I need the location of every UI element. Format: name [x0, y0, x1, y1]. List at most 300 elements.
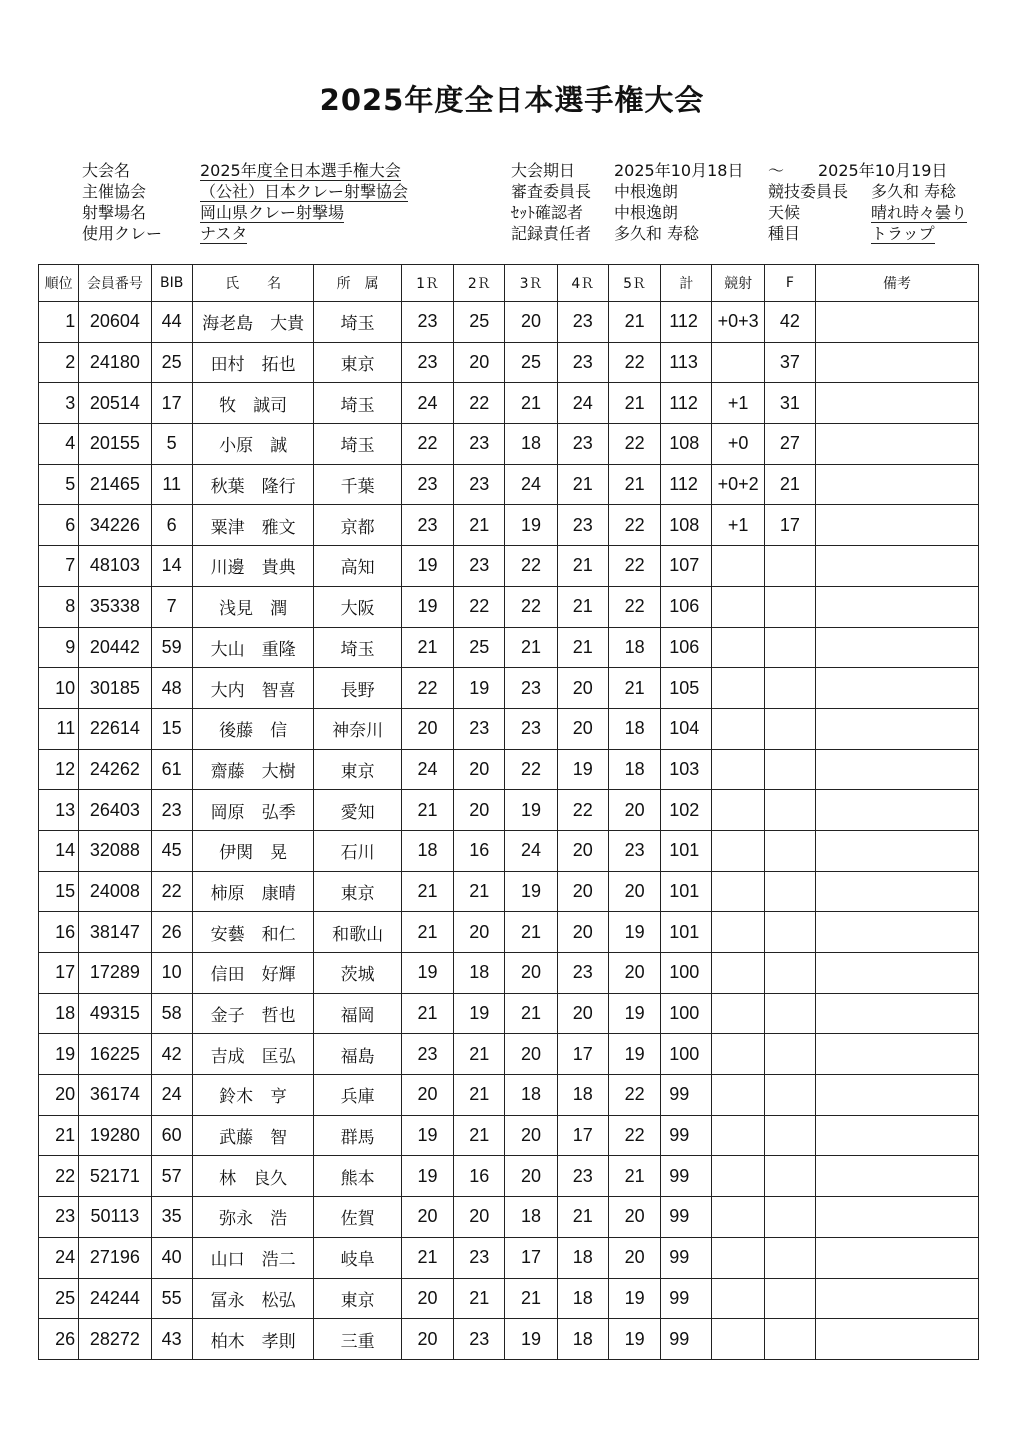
- r4-cell: 23: [557, 953, 608, 994]
- r2-cell: 23: [454, 1319, 505, 1360]
- remarks-cell: [816, 790, 979, 831]
- total-cell: 107: [661, 546, 712, 587]
- r4-cell: 20: [557, 871, 608, 912]
- r4-cell: 20: [557, 912, 608, 953]
- r1-cell: 23: [401, 342, 453, 383]
- rank-cell: 15: [39, 871, 79, 912]
- total-cell: 112: [661, 383, 712, 424]
- r1-cell: 19: [401, 1156, 453, 1197]
- rank-cell: 20: [39, 1075, 79, 1116]
- total-cell: 100: [661, 993, 712, 1034]
- final-cell: 31: [764, 383, 815, 424]
- name-cell: 弥永 浩: [192, 1197, 314, 1238]
- name-cell: 柏木 孝則: [192, 1319, 314, 1360]
- r2-cell: 25: [454, 302, 505, 343]
- meta-value: 2025年度全日本選手権大会: [200, 161, 401, 180]
- final-cell: [764, 1075, 815, 1116]
- rank-cell: 7: [39, 546, 79, 587]
- total-cell: 99: [661, 1156, 712, 1197]
- name-cell: 鈴木 亨: [192, 1075, 314, 1116]
- table-row: [39, 505, 979, 546]
- table-row: [39, 1319, 979, 1360]
- total-cell: 103: [661, 749, 712, 790]
- remarks-cell: [816, 912, 979, 953]
- name-cell: 冨永 松弘: [192, 1278, 314, 1319]
- remarks-cell: [816, 668, 979, 709]
- col-header-r3: 3Ｒ: [505, 265, 557, 302]
- member-no-cell: 27196: [79, 1237, 151, 1278]
- rank-cell: 16: [39, 912, 79, 953]
- r5-cell: 22: [608, 424, 660, 465]
- remarks-cell: [816, 546, 979, 587]
- r4-cell: 19: [557, 749, 608, 790]
- shootoff-cell: +0+2: [712, 464, 764, 505]
- total-cell: 101: [661, 830, 712, 871]
- shootoff-cell: +0: [712, 424, 764, 465]
- remarks-cell: [816, 464, 979, 505]
- r3-cell: 21: [505, 1278, 557, 1319]
- r5-cell: 19: [608, 1278, 660, 1319]
- member-no-cell: 21465: [79, 464, 151, 505]
- member-no-cell: 28272: [79, 1319, 151, 1360]
- meta-value: 多久和 寿稔: [614, 224, 700, 243]
- table-row: [39, 464, 979, 505]
- table-row: [39, 749, 979, 790]
- col-header-r5: 5Ｒ: [608, 265, 660, 302]
- name-cell: 後藤 信: [192, 708, 314, 749]
- name-cell: 林 良久: [192, 1156, 314, 1197]
- member-no-cell: 24180: [79, 342, 151, 383]
- r3-cell: 22: [505, 546, 557, 587]
- r5-cell: 20: [608, 1237, 660, 1278]
- r5-cell: 19: [608, 993, 660, 1034]
- final-cell: 21: [764, 464, 815, 505]
- r2-cell: 21: [454, 1278, 505, 1319]
- table-row: [39, 424, 979, 465]
- r4-cell: 20: [557, 993, 608, 1034]
- r3-cell: 21: [505, 383, 557, 424]
- club-cell: 埼玉: [314, 383, 401, 424]
- bib-cell: 55: [151, 1278, 192, 1319]
- meta-label: 使用クレー: [82, 224, 163, 243]
- club-cell: 福島: [314, 1034, 401, 1075]
- r1-cell: 23: [401, 464, 453, 505]
- meta-value: トラップ: [871, 224, 935, 243]
- r5-cell: 23: [608, 830, 660, 871]
- final-cell: [764, 1115, 815, 1156]
- rank-cell: 11: [39, 708, 79, 749]
- r4-cell: 23: [557, 302, 608, 343]
- meta-label: 天候: [768, 203, 801, 222]
- club-cell: 東京: [314, 871, 401, 912]
- member-no-cell: 20514: [79, 383, 151, 424]
- remarks-cell: [816, 1115, 979, 1156]
- meta-value: 2025年10月18日: [614, 161, 744, 180]
- table-row: [39, 1115, 979, 1156]
- rank-cell: 13: [39, 790, 79, 831]
- shootoff-cell: [712, 993, 764, 1034]
- meta-label: 大会名: [82, 161, 131, 180]
- total-cell: 99: [661, 1278, 712, 1319]
- r2-cell: 23: [454, 1237, 505, 1278]
- remarks-cell: [816, 993, 979, 1034]
- remarks-cell: [816, 342, 979, 383]
- total-cell: 100: [661, 953, 712, 994]
- r4-cell: 18: [557, 1075, 608, 1116]
- table-row: [39, 871, 979, 912]
- shootoff-cell: [712, 790, 764, 831]
- member-no-cell: 24244: [79, 1278, 151, 1319]
- name-cell: 大山 重隆: [192, 627, 314, 668]
- remarks-cell: [816, 749, 979, 790]
- club-cell: 群馬: [314, 1115, 401, 1156]
- final-cell: [764, 912, 815, 953]
- r5-cell: 22: [608, 586, 660, 627]
- r3-cell: 20: [505, 953, 557, 994]
- r3-cell: 20: [505, 1156, 557, 1197]
- bib-cell: 25: [151, 342, 192, 383]
- r2-cell: 20: [454, 1197, 505, 1238]
- remarks-cell: [816, 586, 979, 627]
- meta-value: 中根逸朗: [614, 203, 679, 222]
- r4-cell: 20: [557, 668, 608, 709]
- r2-cell: 23: [454, 708, 505, 749]
- rank-cell: 26: [39, 1319, 79, 1360]
- bib-cell: 11: [151, 464, 192, 505]
- member-no-cell: 17289: [79, 953, 151, 994]
- member-no-cell: 48103: [79, 546, 151, 587]
- r2-cell: 21: [454, 505, 505, 546]
- member-no-cell: 36174: [79, 1075, 151, 1116]
- remarks-cell: [816, 1034, 979, 1075]
- r2-cell: 20: [454, 342, 505, 383]
- total-cell: 99: [661, 1115, 712, 1156]
- final-cell: [764, 1034, 815, 1075]
- r2-cell: 25: [454, 627, 505, 668]
- r5-cell: 18: [608, 627, 660, 668]
- bib-cell: 7: [151, 586, 192, 627]
- name-cell: 小原 誠: [192, 424, 314, 465]
- club-cell: 高知: [314, 546, 401, 587]
- remarks-cell: [816, 627, 979, 668]
- name-cell: 粟津 雅文: [192, 505, 314, 546]
- shootoff-cell: [712, 1075, 764, 1116]
- table-row: [39, 1075, 979, 1116]
- col-header-r2: 2Ｒ: [454, 265, 505, 302]
- bib-cell: 61: [151, 749, 192, 790]
- r5-cell: 22: [608, 546, 660, 587]
- member-no-cell: 20604: [79, 302, 151, 343]
- club-cell: 兵庫: [314, 1075, 401, 1116]
- member-no-cell: 26403: [79, 790, 151, 831]
- final-cell: [764, 1237, 815, 1278]
- rank-cell: 10: [39, 668, 79, 709]
- r5-cell: 21: [608, 464, 660, 505]
- r5-cell: 21: [608, 302, 660, 343]
- rank-cell: 9: [39, 627, 79, 668]
- shootoff-cell: [712, 1115, 764, 1156]
- final-cell: [764, 627, 815, 668]
- table-row: [39, 790, 979, 831]
- final-cell: [764, 1278, 815, 1319]
- meta-label: 競技委員長: [768, 182, 849, 201]
- bib-cell: 26: [151, 912, 192, 953]
- r5-cell: 22: [608, 1075, 660, 1116]
- col-header-name: 氏 名: [192, 265, 314, 302]
- final-cell: [764, 546, 815, 587]
- club-cell: 神奈川: [314, 708, 401, 749]
- bib-cell: 59: [151, 627, 192, 668]
- col-header-shootoff: 競射: [712, 265, 764, 302]
- table-row: [39, 1034, 979, 1075]
- r3-cell: 25: [505, 342, 557, 383]
- final-cell: [764, 668, 815, 709]
- bib-cell: 14: [151, 546, 192, 587]
- total-cell: 99: [661, 1237, 712, 1278]
- meta-mid-labels: [511, 160, 591, 244]
- club-cell: 三重: [314, 1319, 401, 1360]
- page-title: 2025年度全日本選手権大会: [319, 83, 705, 117]
- rank-cell: 1: [39, 302, 79, 343]
- r3-cell: 22: [505, 586, 557, 627]
- final-cell: [764, 790, 815, 831]
- name-cell: 牧 誠司: [192, 383, 314, 424]
- r4-cell: 21: [557, 1197, 608, 1238]
- r2-cell: 19: [454, 668, 505, 709]
- r4-cell: 24: [557, 383, 608, 424]
- r4-cell: 23: [557, 342, 608, 383]
- bib-cell: 43: [151, 1319, 192, 1360]
- r5-cell: 20: [608, 790, 660, 831]
- r4-cell: 21: [557, 546, 608, 587]
- shootoff-cell: +0+3: [712, 302, 764, 343]
- meta-value: 多久和 寿稔: [871, 182, 957, 201]
- total-cell: 101: [661, 871, 712, 912]
- remarks-cell: [816, 953, 979, 994]
- shootoff-cell: [712, 1319, 764, 1360]
- r1-cell: 20: [401, 1197, 453, 1238]
- rank-cell: 14: [39, 830, 79, 871]
- r5-cell: 19: [608, 912, 660, 953]
- r2-cell: 16: [454, 1156, 505, 1197]
- meta-value: 2025年10月19日: [818, 161, 948, 180]
- r3-cell: 21: [505, 912, 557, 953]
- r5-cell: 22: [608, 1115, 660, 1156]
- r1-cell: 19: [401, 586, 453, 627]
- total-cell: 101: [661, 912, 712, 953]
- r4-cell: 18: [557, 1278, 608, 1319]
- r3-cell: 18: [505, 1197, 557, 1238]
- r1-cell: 22: [401, 424, 453, 465]
- total-cell: 113: [661, 342, 712, 383]
- club-cell: 千葉: [314, 464, 401, 505]
- col-header-rank: 順位: [39, 265, 79, 302]
- r5-cell: 20: [608, 953, 660, 994]
- r2-cell: 23: [454, 424, 505, 465]
- r3-cell: 18: [505, 424, 557, 465]
- total-cell: 105: [661, 668, 712, 709]
- bib-cell: 24: [151, 1075, 192, 1116]
- meta-right-values-2: [871, 181, 967, 244]
- col-header-club: 所 属: [314, 265, 401, 302]
- club-cell: 東京: [314, 1278, 401, 1319]
- name-cell: 川邊 貴典: [192, 546, 314, 587]
- member-no-cell: 16225: [79, 1034, 151, 1075]
- rank-cell: 8: [39, 586, 79, 627]
- bib-cell: 60: [151, 1115, 192, 1156]
- member-no-cell: 19280: [79, 1115, 151, 1156]
- meta-value: 晴れ時々曇り: [871, 203, 968, 222]
- final-cell: 42: [764, 302, 815, 343]
- name-cell: 田村 拓也: [192, 342, 314, 383]
- col-header-r4: 4Ｒ: [557, 265, 608, 302]
- member-no-cell: 34226: [79, 505, 151, 546]
- r2-cell: 20: [454, 749, 505, 790]
- table-row: [39, 546, 979, 587]
- total-cell: 106: [661, 586, 712, 627]
- rank-cell: 18: [39, 993, 79, 1034]
- final-cell: [764, 708, 815, 749]
- club-cell: 石川: [314, 830, 401, 871]
- meta-left-labels: [82, 160, 162, 244]
- r3-cell: 19: [505, 1319, 557, 1360]
- remarks-cell: [816, 505, 979, 546]
- name-cell: 秋葉 隆行: [192, 464, 314, 505]
- table-row: [39, 912, 979, 953]
- r4-cell: 21: [557, 627, 608, 668]
- final-cell: 17: [764, 505, 815, 546]
- r2-cell: 21: [454, 1075, 505, 1116]
- member-no-cell: 22614: [79, 708, 151, 749]
- club-cell: 長野: [314, 668, 401, 709]
- bib-cell: 6: [151, 505, 192, 546]
- table-row: [39, 627, 979, 668]
- total-cell: 99: [661, 1075, 712, 1116]
- col-header-total: 計: [661, 265, 712, 302]
- r1-cell: 19: [401, 1115, 453, 1156]
- final-cell: [764, 1319, 815, 1360]
- r2-cell: 20: [454, 912, 505, 953]
- bib-cell: 57: [151, 1156, 192, 1197]
- r2-cell: 16: [454, 830, 505, 871]
- col-header-r1: 1Ｒ: [401, 265, 453, 302]
- r5-cell: 21: [608, 1156, 660, 1197]
- r4-cell: 23: [557, 1156, 608, 1197]
- r4-cell: 17: [557, 1034, 608, 1075]
- r2-cell: 19: [454, 993, 505, 1034]
- member-no-cell: 24008: [79, 871, 151, 912]
- final-cell: [764, 749, 815, 790]
- r3-cell: 19: [505, 790, 557, 831]
- shootoff-cell: [712, 1278, 764, 1319]
- name-cell: 信田 好輝: [192, 953, 314, 994]
- rank-cell: 25: [39, 1278, 79, 1319]
- r3-cell: 19: [505, 871, 557, 912]
- total-cell: 100: [661, 1034, 712, 1075]
- name-cell: 金子 哲也: [192, 993, 314, 1034]
- member-no-cell: 50113: [79, 1197, 151, 1238]
- r1-cell: 20: [401, 1278, 453, 1319]
- final-cell: 27: [764, 424, 815, 465]
- name-cell: 齋藤 大樹: [192, 749, 314, 790]
- bib-cell: 58: [151, 993, 192, 1034]
- r2-cell: 18: [454, 953, 505, 994]
- r5-cell: 22: [608, 342, 660, 383]
- table-row: [39, 1197, 979, 1238]
- r3-cell: 17: [505, 1237, 557, 1278]
- total-cell: 108: [661, 505, 712, 546]
- member-no-cell: 38147: [79, 912, 151, 953]
- r1-cell: 21: [401, 627, 453, 668]
- total-cell: 106: [661, 627, 712, 668]
- r4-cell: 22: [557, 790, 608, 831]
- r3-cell: 24: [505, 830, 557, 871]
- total-cell: 102: [661, 790, 712, 831]
- bib-cell: 15: [151, 708, 192, 749]
- shootoff-cell: [712, 627, 764, 668]
- r1-cell: 20: [401, 1319, 453, 1360]
- r2-cell: 21: [454, 1034, 505, 1075]
- r4-cell: 23: [557, 505, 608, 546]
- remarks-cell: [816, 1156, 979, 1197]
- meta-label: 主催協会: [82, 182, 147, 201]
- r4-cell: 21: [557, 586, 608, 627]
- bib-cell: 45: [151, 830, 192, 871]
- rank-cell: 2: [39, 342, 79, 383]
- col-header-member-no: 会員番号: [79, 265, 151, 302]
- table-row: [39, 953, 979, 994]
- name-cell: 武藤 智: [192, 1115, 314, 1156]
- bib-cell: 40: [151, 1237, 192, 1278]
- r5-cell: 19: [608, 1034, 660, 1075]
- rank-cell: 4: [39, 424, 79, 465]
- meta-mid-values: [614, 160, 743, 244]
- remarks-cell: [816, 383, 979, 424]
- meta-value: （公社）日本クレー射撃協会: [200, 182, 409, 201]
- total-cell: 99: [661, 1197, 712, 1238]
- club-cell: 佐賀: [314, 1197, 401, 1238]
- bib-cell: 17: [151, 383, 192, 424]
- bib-cell: 42: [151, 1034, 192, 1075]
- r4-cell: 21: [557, 464, 608, 505]
- remarks-cell: [816, 1237, 979, 1278]
- rank-cell: 21: [39, 1115, 79, 1156]
- meta-label: 大会期日: [511, 161, 576, 180]
- col-header-final: F: [764, 265, 815, 302]
- table-row: [39, 1278, 979, 1319]
- r1-cell: 21: [401, 912, 453, 953]
- table-row: [39, 383, 979, 424]
- table-row: [39, 830, 979, 871]
- shootoff-cell: [712, 708, 764, 749]
- r4-cell: 23: [557, 424, 608, 465]
- meta-label: 記録責任者: [511, 224, 592, 243]
- member-no-cell: 35338: [79, 586, 151, 627]
- bib-cell: 5: [151, 424, 192, 465]
- rank-cell: 6: [39, 505, 79, 546]
- final-cell: [764, 830, 815, 871]
- r1-cell: 21: [401, 993, 453, 1034]
- remarks-cell: [816, 708, 979, 749]
- r3-cell: 20: [505, 1115, 557, 1156]
- member-no-cell: 49315: [79, 993, 151, 1034]
- meta-left-values: [200, 160, 408, 244]
- total-cell: 108: [661, 424, 712, 465]
- r3-cell: 21: [505, 627, 557, 668]
- r1-cell: 18: [401, 830, 453, 871]
- r5-cell: 19: [608, 1319, 660, 1360]
- bib-cell: 35: [151, 1197, 192, 1238]
